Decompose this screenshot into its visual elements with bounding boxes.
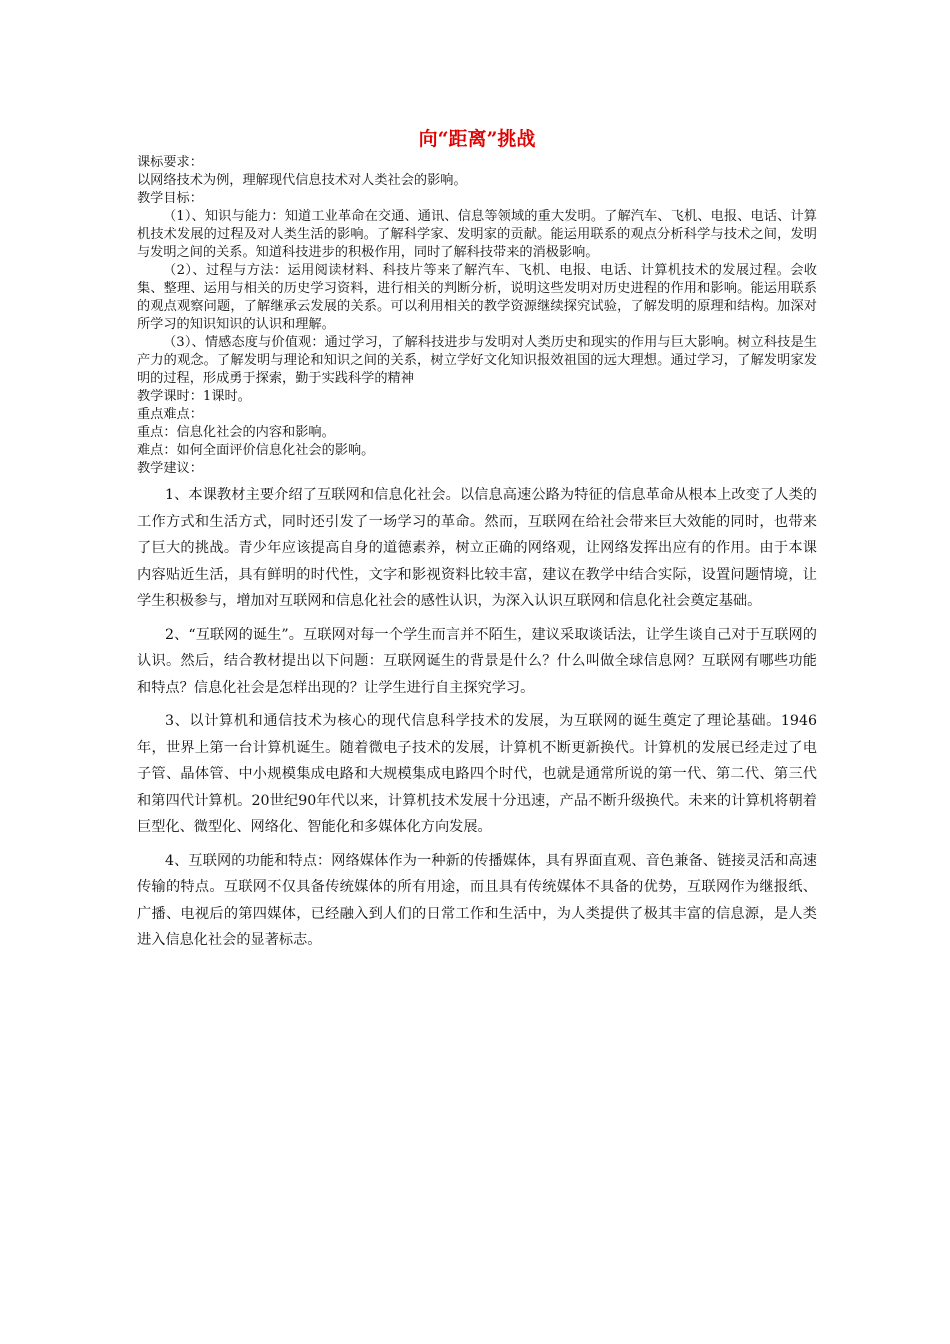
document-page	[137, 126, 817, 961]
teaching-goals-label: 教学目标：	[137, 191, 203, 206]
key-difficulty-label: 重点难点：	[137, 407, 203, 422]
teaching-suggestions-label: 教学建议：	[137, 461, 203, 476]
curriculum-requirement-text: 以网络技术为例，理解现代信息技术对人类社会的影响。	[137, 173, 467, 188]
suggestion-1: 1、本课教材主要介绍了互联网和信息化社会。以信息高速公路为特征的信息革命从根本上改变了人类的工作方式和生活方式，同时还引发了一场学习的革命。然而，互联网在给社会带来巨大效能的同时，也带来了巨大的挑战。青少年应该提高自身的道德素养，树立正确的网络观，让网络发挥出应有的作用。由于本课内容贴近生活，具有鲜明的时代性，文字和影视资料比较丰富，建议在教学中结合实际，设置问题情境，让学生积极参与，增加对互联网和信息化社会的感性认识，为深入认识互联网和信息化社会奠定基础。	[137, 487, 817, 609]
goal-process: （2）、过程与方法：运用阅读材料、科技片等来了解汽车、飞机、电报、电话、计算机技术的发展过程。会收集、整理、运用与相关的历史学习资料，进行相关的判断分析，说明这些发明对历史进程的作用和影响。能运用联系的观点观察问题，了解继承云发展的关系。可以利用相关的教学资源继续探究试验，了解发明的原理和结构。加深对所学习的知识知识的认识和理解。	[137, 263, 817, 332]
header-section	[137, 154, 817, 478]
difficulty-point: 难点：如何全面评价信息化社会的影响。	[137, 443, 375, 458]
suggestions-section	[137, 482, 817, 954]
suggestion-4: 4、互联网的功能和特点：网络媒体作为一种新的传播媒体，具有界面直观、音色兼备、链接灵活和高速传输的特点。互联网不仅具备传统媒体的所有用途，而且具有传统媒体不具备的优势，互联网作为继报纸、广播、电视后的第四媒体，已经融入到人们的日常工作和生活中，为人类提供了极其丰富的信息源，是人类进入信息化社会的显著标志。	[137, 852, 817, 948]
document-title: 向“距离”挑战	[418, 128, 536, 150]
curriculum-requirement-label: 课标要求：	[137, 155, 203, 170]
suggestion-3: 3、以计算机和通信技术为核心的现代信息科学技术的发展，为互联网的诞生奠定了理论基础。1946年，世界上第一台计算机诞生。随着微电子技术的发展，计算机不断更新换代。计算机的发展已经走过了电子管、晶体管、中小规模集成电路和大规模集成电路四个时代，也就是通常所说的第一代、第二代、第三代和第四代计算机。20世纪90年代以来，计算机技术发展十分迅速，产品不断升级换代。未来的计算机将朝着巨型化、微型化、网络化、智能化和多媒体化方向发展。	[137, 713, 817, 835]
suggestion-2: 2、“互联网的诞生”。互联网对每一个学生而言并不陌生，建议采取谈话法，让学生谈自己对于互联网的认识。然后，结合教材提出以下问题：互联网诞生的背景是什么？什么叫做全球信息网？互联网有哪些功能和特点？信息化社会是怎样出现的？让学生进行自主探究学习。	[137, 626, 817, 696]
goal-knowledge: （1）、知识与能力：知道工业革命在交通、通讯、信息等领域的重大发明。了解汽车、飞机、电报、电话、计算机技术发展的过程及对人类生活的影响。了解科学家、发明家的贡献。能运用联系的观点分析科学与技术之间，发明与发明之间的关系。知道科技进步的积极作用，同时了解科技带来的消极影响。	[137, 209, 817, 260]
goal-emotion: （3）、情感态度与价值观：通过学习，了解科技进步与发明对人类历史和现实的作用与巨大影响。树立科技是生产力的观念。了解发明与理论和知识之间的关系，树立学好文化知识报效祖国的远大理想。通过学习，了解发明家发明的过程，形成勇于探索，勤于实践科学的精神	[137, 335, 817, 386]
class-hours: 教学课时：1课时。	[137, 389, 251, 404]
key-point: 重点：信息化社会的内容和影响。	[137, 425, 335, 440]
